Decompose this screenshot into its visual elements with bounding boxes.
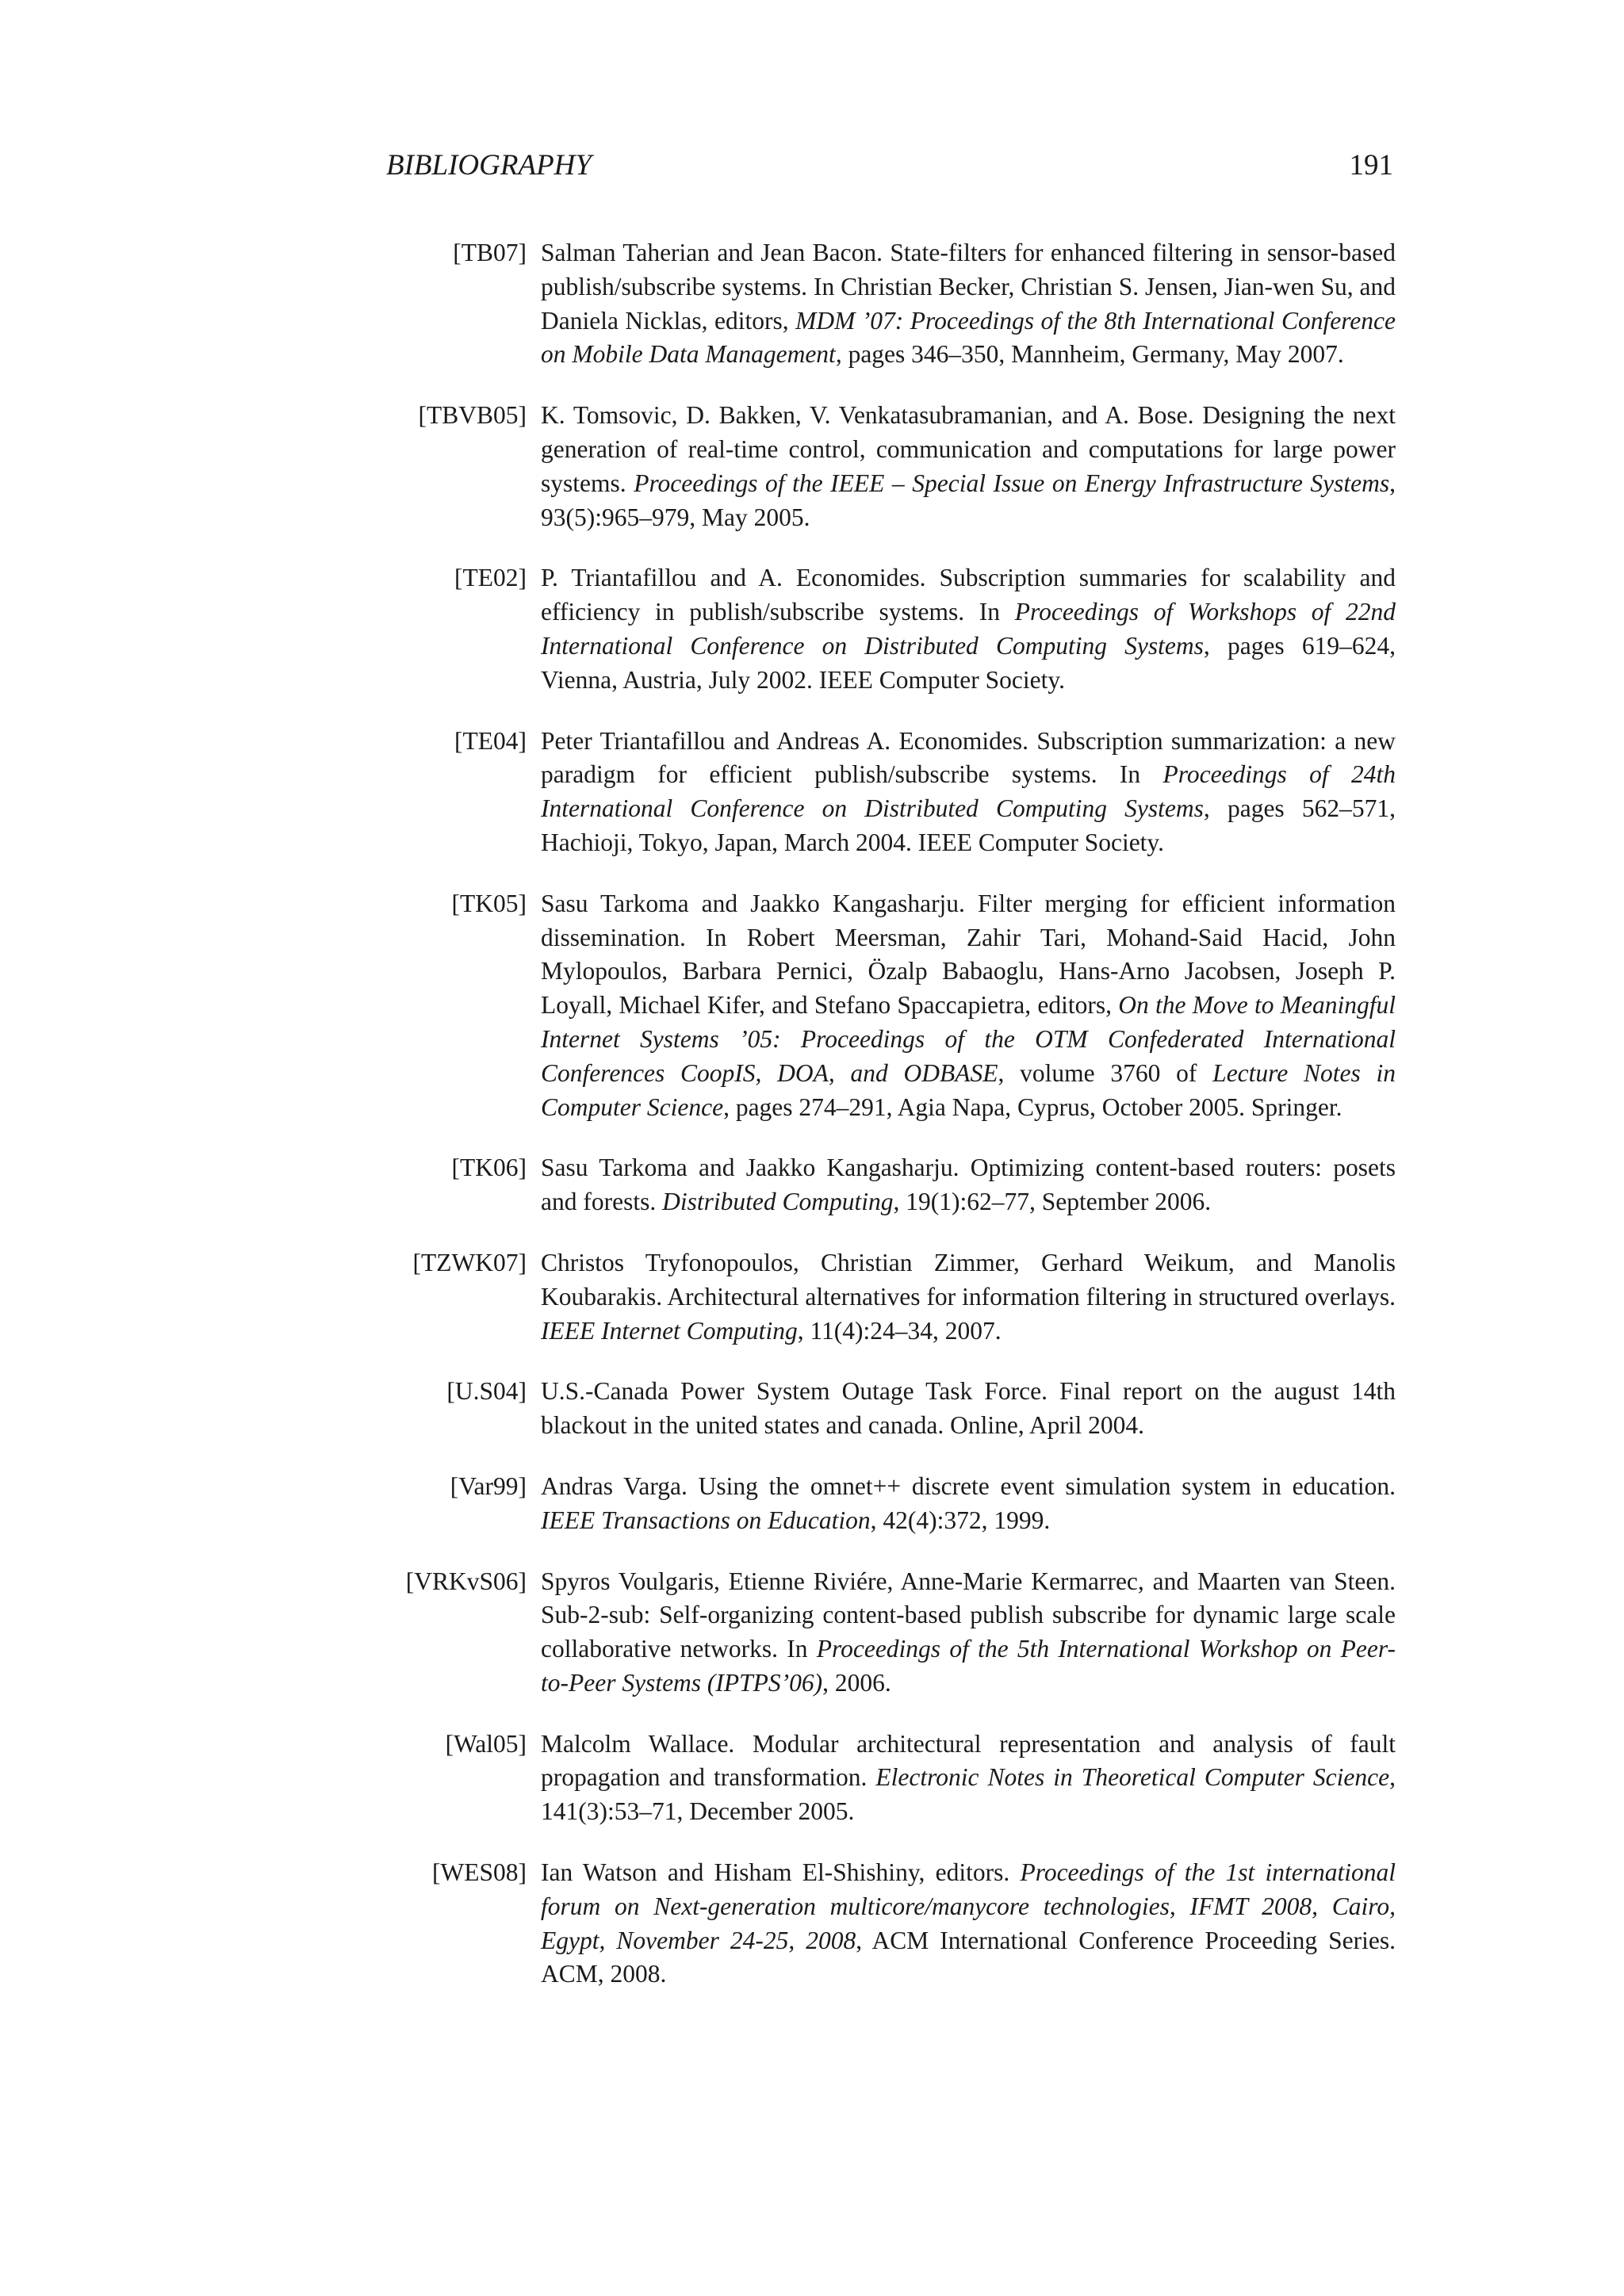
bib-entry (381, 1470, 1396, 1538)
bib-details: , 11(4):24–34, 2007. (797, 1316, 1002, 1345)
bib-text (541, 725, 1396, 860)
bib-authors-text: Salman Taherian and Jean Bacon. State-filters for enhanced filtering in sensor-based publish/subscribe systems. In Christian Becker, Christian S. Jensen, Jian-wen Su, and Daniela Nicklas, editors, (541, 239, 1396, 335)
bib-authors-text: P. Triantafillou and A. Economides. Subscription summaries for scalability and efficiency in publish/subscribe systems. In (541, 564, 1396, 626)
bib-authors-text: Andras Varga. Using the omnet++ discrete event simulation system in education. (541, 1471, 1396, 1500)
bib-text (541, 1375, 1396, 1443)
bib-entry (381, 1375, 1396, 1443)
bib-text (541, 1565, 1396, 1701)
bib-text (541, 399, 1396, 534)
bib-details: , volume 3760 of (998, 1058, 1213, 1087)
bib-venue: Electronic Notes in Theoretical Computer Science (875, 1763, 1390, 1792)
bib-venue: Proceedings of Workshops of 22nd International Conference on Distributed Computing Systems (541, 598, 1396, 660)
bib-entry (381, 399, 1396, 534)
bib-key: [TK06] (451, 1154, 527, 1182)
bib-entry (381, 1856, 1396, 1992)
bib-authors-text: U.S.-Canada Power System Outage Task Force. Final report on the august 14th blackout in the united states and canada. Online, April 2004. (541, 1377, 1396, 1440)
bib-venue: Proceedings of the IEEE – Special Issue on Energy Infrastructure Systems (634, 469, 1390, 497)
bib-text (541, 1151, 1396, 1219)
bib-key: [TB07] (453, 239, 527, 266)
bib-details: , 42(4):372, 1999. (870, 1506, 1051, 1534)
bib-text (541, 1856, 1396, 1992)
bib-details: , 19(1):62–77, September 2006. (893, 1188, 1212, 1216)
bib-authors-text: K. Tomsovic, D. Bakken, V. Venkatasubramanian, and A. Bose. Designing the next generation of real-time control, communication and computations for large power systems. (541, 401, 1396, 497)
bib-text (541, 1728, 1396, 1829)
bib-venue: MDM ’07: Proceedings of the 8th International Conference on Mobile Data Management (541, 306, 1396, 369)
bib-venue: Distributed Computing (662, 1188, 894, 1216)
bib-venue: Proceedings of the 1st international forum on Next-generation multicore/manycore technologies, IFMT 2008, Cairo, Egypt, November 24-25, 2008 (541, 1858, 1396, 1954)
bib-key: [U.S04] (446, 1377, 527, 1406)
bib-details: , pages 619–624, Vienna, Austria, July 2002. IEEE Computer Society. (541, 631, 1396, 694)
bib-venue: IEEE Transactions on Education (541, 1506, 871, 1534)
bib-entry (381, 725, 1396, 860)
bib-text (541, 561, 1396, 697)
bib-authors-text: Malcolm Wallace. Modular architectural representation and analysis of fault propagation and transformation. (541, 1729, 1396, 1792)
bib-venue: IEEE Internet Computing (541, 1316, 798, 1345)
bib-text (541, 236, 1396, 372)
bib-key: [TE02] (454, 564, 527, 592)
bib-entry (381, 1728, 1396, 1829)
bib-key: [TE04] (454, 726, 527, 755)
bib-key: [TBVB05] (418, 401, 527, 430)
bib-details: , ACM International Conference Proceeding Series. ACM, 2008. (541, 1926, 1396, 1988)
bib-entry (381, 1246, 1396, 1348)
bib-authors-text: Peter Triantafillou and Andreas A. Economides. Subscription summarization: a new paradigm for efficient publish/subscribe systems. In (541, 726, 1396, 789)
bib-authors-text: Christos Tryfonopoulos, Christian Zimmer, Gerhard Weikum, and Manolis Koubarakis. Architectural alternatives for information filtering in structured overlays. (541, 1248, 1396, 1311)
bib-series: Lecture Notes in Computer Science (541, 1058, 1396, 1121)
page-header (386, 146, 1393, 186)
bib-venue: On the Move to Meaningful Internet Systems ’05: Proceedings of the OTM Confederated International Conferences CoopIS, DOA, and ODBASE (541, 991, 1396, 1087)
bib-entry (381, 1565, 1396, 1701)
bib-details: , pages 562–571, Hachioji, Tokyo, Japan, March 2004. IEEE Computer Society. (541, 794, 1396, 856)
bib-venue: Proceedings of the 5th International Workshop on Peer-to-Peer Systems (IPTPS’06) (541, 1635, 1396, 1697)
bib-venue: Proceedings of 24th International Conference on Distributed Computing Systems (541, 760, 1396, 823)
bib-details: , 141(3):53–71, December 2005. (541, 1763, 1396, 1826)
bib-details: , pages 346–350, Mannheim, Germany, May 2007. (835, 340, 1344, 369)
bib-authors-text: Ian Watson and Hisham El-Shishiny, editors. (541, 1858, 1021, 1887)
bib-text (541, 1470, 1396, 1538)
bib-key: [VRKvS06] (405, 1567, 527, 1595)
page-number: 191 (1349, 149, 1393, 182)
bib-key: [Var99] (450, 1471, 527, 1500)
bib-authors-text: Sasu Tarkoma and Jaakko Kangasharju. Filter merging for efficient information dissemination. In Robert Meersman, Zahir Tari, Mohand-Said Hacid, John Mylopoulos, Barbara Pernici, Özalp Babaoglu, Hans-Arno Jacobsen, Joseph P. Loyall, Michael Kifer, and Stefano Spaccapietra, editors, (541, 889, 1396, 1020)
bib-entry (381, 887, 1396, 1125)
bib-details: , 2006. (822, 1668, 891, 1697)
bib-entry (381, 236, 1396, 372)
bib-authors-text: Sasu Tarkoma and Jaakko Kangasharju. Optimizing content-based routers: posets and forests. (541, 1154, 1396, 1216)
bib-entry (381, 1151, 1396, 1219)
bib-key: [TZWK07] (412, 1248, 527, 1276)
bib-key: [TK05] (451, 889, 527, 917)
bib-text (541, 1246, 1396, 1348)
bib-key: [Wal05] (445, 1729, 527, 1758)
bib-authors-text: Spyros Voulgaris, Etienne Riviére, Anne-Marie Kermarrec, and Maarten van Steen. Sub-2-sub: Self-organizing content-based publish subscribe for dynamic large scale collaborative networks. In (541, 1567, 1396, 1663)
running-head-title: BIBLIOGRAPHY (386, 149, 592, 182)
bib-details-2: , pages 274–291, Agia Napa, Cyprus, October 2005. Springer. (723, 1093, 1342, 1121)
bib-details: , 93(5):965–979, May 2005. (541, 469, 1396, 531)
bib-key: [WES08] (432, 1858, 527, 1887)
bib-entry (381, 561, 1396, 697)
bib-text (541, 887, 1396, 1125)
bibliography-list (381, 236, 1396, 2019)
